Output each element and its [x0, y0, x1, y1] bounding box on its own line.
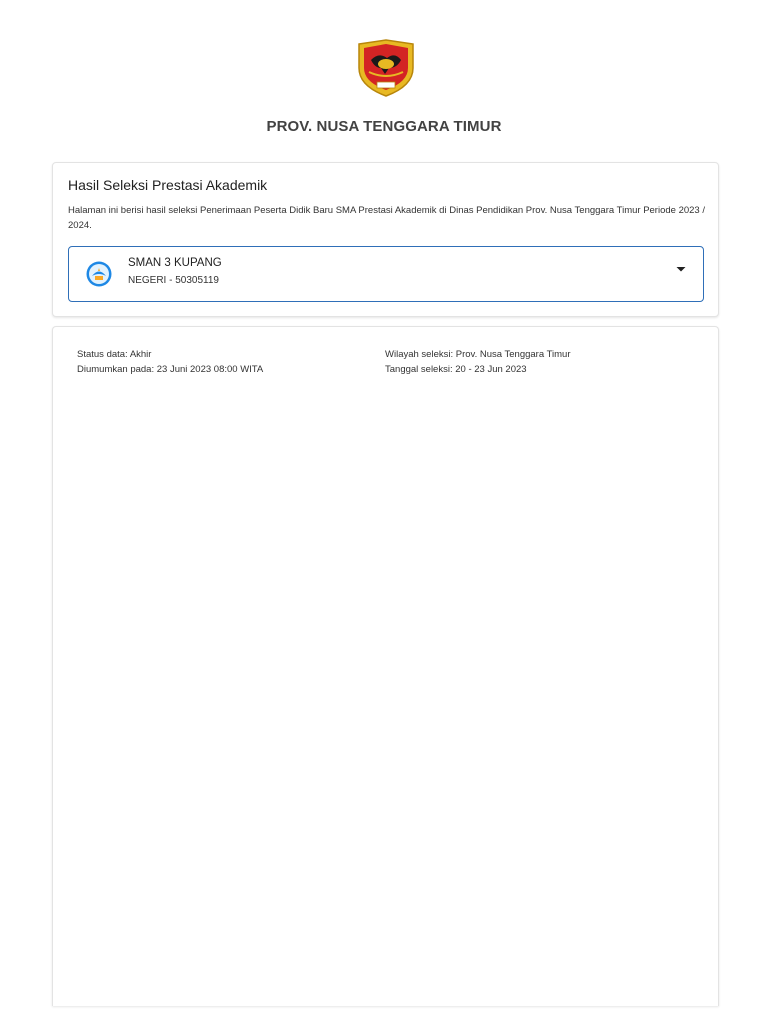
status-data: Status data: Akhir	[77, 349, 152, 360]
school-select-dropdown[interactable]	[68, 246, 704, 302]
selection-date: Tanggal seleksi: 20 - 23 Jun 2023	[385, 364, 527, 375]
caret-down-icon[interactable]	[675, 263, 687, 275]
card-description: Halaman ini berisi hasil seleksi Penerimaan Peserta Didik Baru SMA Prestasi Akademik di Dinas Pendidikan Prov. Nusa Tenggara Timur Periode 2023 / 2024.	[68, 205, 705, 231]
province-emblem-icon	[355, 38, 417, 98]
school-status-npsn: NEGERI - 50305119	[128, 275, 219, 286]
info-right-column	[385, 347, 571, 377]
tut-wuri-handayani-logo-icon	[86, 261, 112, 287]
announced-date: Diumumkan pada: 23 Juni 2023 08:00 WITA	[77, 364, 264, 375]
card-title: Hasil Seleksi Prestasi Akademik	[68, 177, 268, 193]
result-card	[52, 326, 719, 1006]
selection-card	[52, 162, 719, 317]
province-title: PROV. NUSA TENGGARA TIMUR	[266, 118, 502, 135]
school-name: SMAN 3 KUPANG	[128, 257, 222, 269]
info-left-column	[77, 347, 263, 377]
selection-region: Wilayah seleksi: Prov. Nusa Tenggara Timur	[385, 349, 571, 360]
